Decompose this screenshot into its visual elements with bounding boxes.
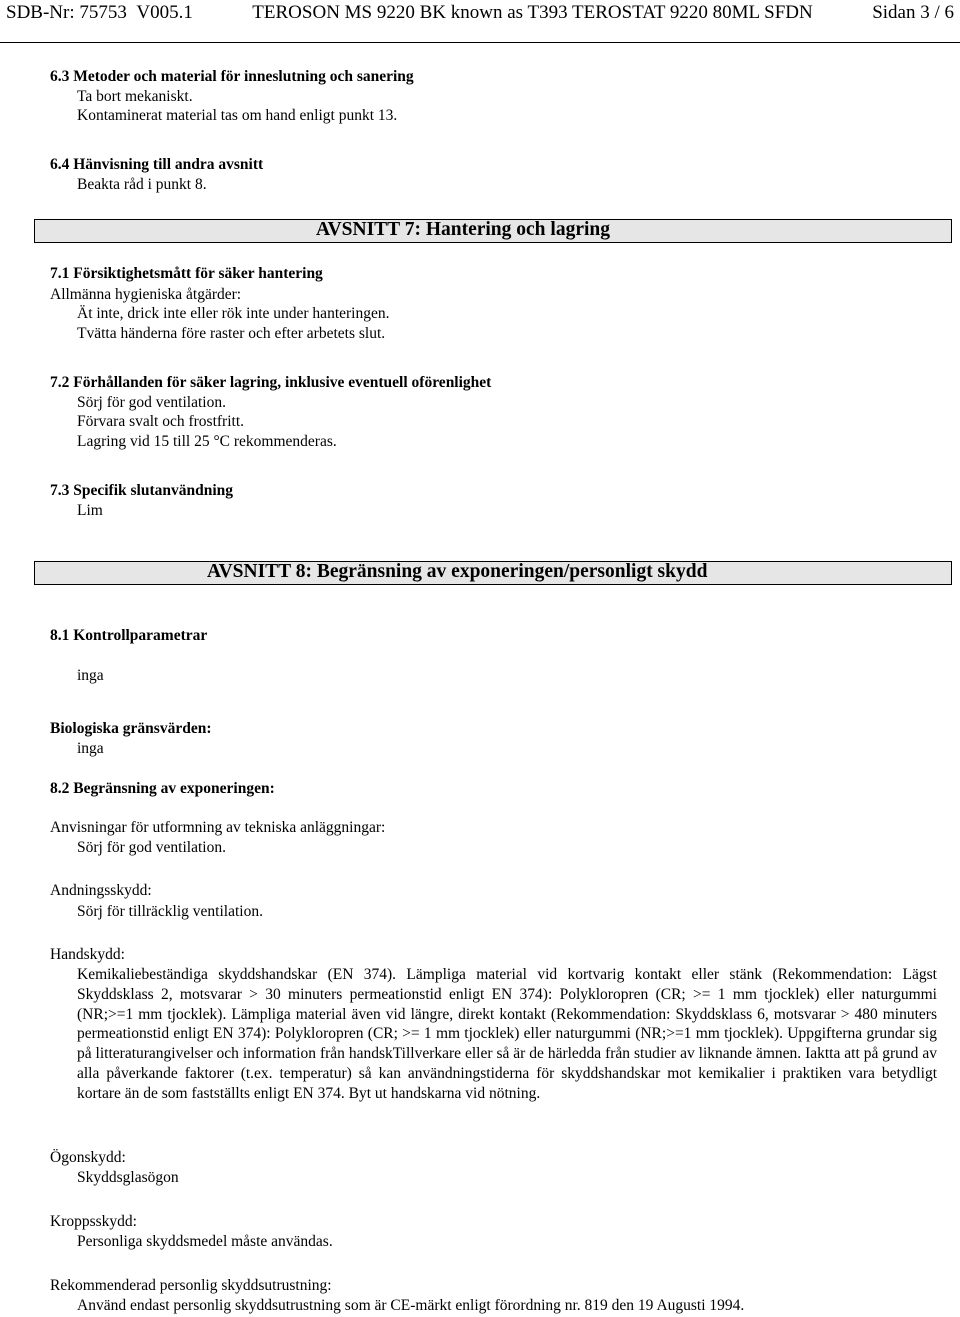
ppe-value: Använd endast personlig skyddsutrustning som är CE-märkt enligt förordning nr. 819 den 19 Augusti 1994.	[77, 1297, 745, 1314]
page-number: Sidan 3 / 6	[872, 2, 954, 24]
body-protection-value: Personliga skyddsmedel måste användas.	[77, 1233, 333, 1250]
hand-protection-text: Kemikaliebeständiga skyddshandskar (EN 374). Lämpliga material vid kortvarig kontakt eller stänk (Rekommendation: Lägst Skyddsklass 2, motsvarar > 30 minuters permeationstid enligt EN 374): Polykloropren (CR; >= 1 mm tjocklek) eller naturgummi (NR;>=1 mm tjocklek). Lämpliga material även vid längre, direkt kontakt (Rekommendation: Skyddsklass 6, motsvarar > 480 minuters permeationstid enligt EN 374): Polykloropren (CR; >= 1 mm tjocklek) eller naturgummi (NR;>=1 mm tjocklek). Uppgifterna grundar sig på litteraturangivelser och information från handskTillverkare eller så är de härledda från studier av liknande ämnen. Iaktta att på grund av alla påverkande faktorer (t.ex. temperatur) så kan användningstiderna för skyddshandskar mot kemikalier i praktiken vara betydligt kortare än de som fastställts enligt EN 374. Byt ut handskarna vid nötning.	[77, 966, 937, 1102]
version: V005.1	[136, 2, 193, 24]
section-7-1-line: Ät inte, drick inte eller rök inte under hanteringen.	[77, 305, 390, 323]
section-7-1	[50, 264, 389, 344]
section-8-1-heading: 8.1 Kontrollparametrar	[50, 627, 208, 644]
section-7-2	[50, 373, 491, 452]
section-6-4-line: Beakta råd i punkt 8.	[77, 175, 207, 193]
section-7-3	[50, 481, 233, 520]
section-6-4	[50, 155, 263, 194]
section-7-3-heading: 7.3 Specifik slutanvändning	[50, 482, 234, 499]
sdb-nr: SDB-Nr: 75753	[6, 2, 127, 24]
bio-limits-value: inga	[77, 740, 104, 757]
product-name: TEROSON MS 9220 BK known as T393 TEROSTAT 9220 80ML SFDN	[252, 2, 813, 24]
hand-protection-label: Handskydd:	[50, 946, 125, 963]
section-7-2-line: Lagring vid 15 till 25 °C rekommenderas.	[77, 433, 337, 451]
section-7-1-heading: 7.1 Försiktighetsmått för säker hantering	[50, 265, 323, 282]
section-7-1-line: Tvätta händerna före raster och efter arbetets slut.	[77, 325, 386, 343]
section-6-3	[50, 67, 414, 126]
section-8-2-heading: 8.2 Begränsning av exponeringen:	[50, 780, 275, 797]
header-divider	[0, 42, 960, 43]
section-7-2-heading: 7.2 Förhållanden för säker lagring, inklusive eventuell oförenlighet	[50, 374, 492, 391]
section-7-2-line: Sörj för god ventilation.	[77, 393, 226, 411]
section-7-3-line: Lim	[77, 501, 103, 519]
body-protection-label: Kroppsskydd:	[50, 1213, 137, 1230]
respiratory-label: Andningsskydd:	[50, 882, 152, 899]
page-header	[6, 0, 954, 26]
tech-label: Anvisningar för utformning av tekniska anläggningar:	[50, 819, 386, 836]
eye-protection-label: Ögonskydd:	[50, 1149, 126, 1166]
section-7-title: AVSNITT 7: Hantering och lagring	[316, 219, 610, 240]
sdb-number	[6, 3, 193, 23]
bio-limits-label: Biologiska gränsvärden:	[50, 720, 212, 737]
section-6-3-line: Kontaminerat material tas om hand enligt punkt 13.	[77, 107, 398, 125]
section-7-1-sublabel: Allmänna hygieniska åtgärder:	[50, 285, 242, 303]
respiratory-value: Sörj för tillräcklig ventilation.	[77, 903, 263, 920]
eye-protection-value: Skyddsglasögon	[77, 1169, 179, 1186]
tech-value: Sörj för god ventilation.	[77, 839, 226, 856]
section-6-4-heading: 6.4 Hänvisning till andra avsnitt	[50, 156, 264, 173]
section-7-2-line: Förvara svalt och frostfritt.	[77, 413, 245, 431]
section-6-3-line: Ta bort mekaniskt.	[77, 87, 193, 105]
section-8-1-value: inga	[77, 667, 104, 684]
section-6-3-heading: 6.3 Metoder och material för inneslutning och sanering	[50, 68, 414, 85]
section-8-title: AVSNITT 8: Begränsning av exponeringen/personligt skydd	[207, 561, 708, 582]
ppe-label: Rekommenderad personlig skyddsutrustning:	[50, 1277, 332, 1294]
